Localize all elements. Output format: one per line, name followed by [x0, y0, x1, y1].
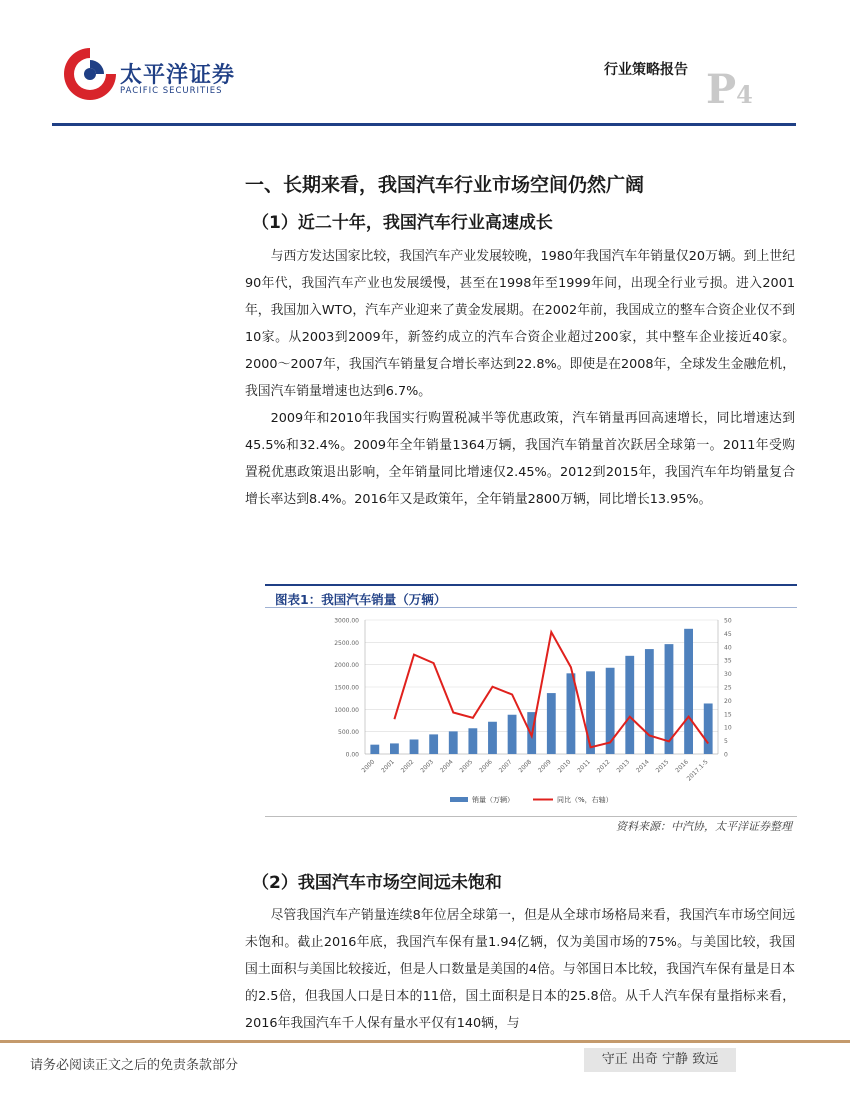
figure-bottom-rule: [265, 816, 797, 817]
right-axis-tick-label: 40: [724, 644, 732, 652]
x-axis-tick-label: 2015: [654, 758, 671, 775]
x-axis-tick-label: 2016: [674, 758, 690, 775]
x-axis-tick-label: 2000: [360, 758, 377, 775]
x-axis-tick-label: 2006: [478, 758, 494, 775]
sales-bar: [488, 722, 497, 754]
legend-bar-label: 销量（万辆）: [472, 796, 514, 804]
left-axis-tick-label: 2000.00: [334, 662, 359, 670]
sales-bar: [449, 731, 458, 754]
page-number: [706, 66, 753, 113]
sales-bar: [429, 734, 438, 754]
sales-bar: [645, 649, 654, 754]
sales-bar: [586, 671, 595, 754]
page-letter: P: [706, 66, 737, 113]
sales-bar: [684, 629, 693, 754]
page-number-value: 4: [736, 80, 753, 109]
figure-top-rule: [265, 584, 797, 586]
footer-motto: 守正 出奇 宁静 致远: [584, 1048, 736, 1072]
sales-bar: [567, 673, 576, 754]
sales-bar: [390, 743, 399, 754]
left-axis-tick-label: 2500.00: [334, 639, 359, 647]
left-axis-tick-label: 1500.00: [334, 684, 359, 692]
logo-english-name: PACIFIC SECURITIES: [120, 86, 223, 96]
right-axis-tick-label: 0: [724, 751, 728, 759]
pacific-securities-logo-icon: [60, 44, 120, 104]
right-axis-tick-label: 15: [724, 711, 732, 719]
paragraph: 与西方发达国家比较，我国汽车产业发展较晚，1980年我国汽车年销量仅20万辆。到上世纪90年代，我国汽车产业也发展缓慢，甚至在1998年至1999年间，出现全行业亏损。进入2001年，我国加入WTO，汽车产业迎来了黄金发展期。在2002年前，我国成立的整车合资企业仅不到10家。从2003到2009年，新签约成立的汽车合资企业超过200家，其中整车企业接近40家。2000～2007年，我国汽车销量复合增长率达到22.8%。即使是在2008年，全球发生金融危机，我国汽车销量增速也达到6.7%。: [245, 249, 795, 399]
sales-bar: [370, 745, 379, 754]
x-axis-tick-label: 2002: [399, 758, 416, 775]
legend-line-label: 同比（%，右轴）: [557, 796, 613, 804]
left-axis-tick-label: 500.00: [338, 729, 359, 737]
sales-bar: [704, 703, 713, 754]
x-axis-tick-label: 2011: [576, 758, 592, 775]
x-axis-tick-label: 2001: [380, 758, 396, 775]
x-axis-tick-label: 2010: [556, 758, 573, 775]
subsection-title-1: （1）近二十年，我国汽车行业高速成长: [252, 213, 553, 233]
figure-title: 图表1：我国汽车销量（万辆）: [275, 592, 447, 607]
right-axis-tick-label: 25: [724, 684, 732, 692]
left-axis-tick-label: 0.00: [345, 751, 359, 759]
subsection-1-body: [245, 243, 795, 513]
subsection-2-body: [245, 902, 795, 1037]
x-axis-tick-label: 2008: [517, 758, 534, 775]
x-axis-tick-label: 2004: [438, 758, 455, 775]
x-axis-tick-label: 2003: [419, 758, 436, 775]
subsection-title-2: （2）我国汽车市场空间远未饱和: [252, 873, 502, 893]
figure-source: 资料来源：中汽协，太平洋证券整理: [616, 820, 792, 833]
left-axis-tick-label: 1000.00: [334, 706, 359, 714]
x-axis-tick-label: 2005: [458, 758, 475, 775]
x-axis-tick-label: 2013: [615, 758, 632, 775]
right-axis-tick-label: 5: [724, 738, 728, 746]
paragraph: 尽管我国汽车产销量连续8年位居全球第一，但是从全球市场格局来看，我国汽车市场空间远未饱和。截止2016年底，我国汽车保有量1.94亿辆，仅为美国市场的75%。与美国比较，我国国土面积与美国比较接近，但是人口数量是美国的4倍。与邻国日本比较，我国汽车保有量是日本的2.5倍，但我国人口是日本的11倍，国土面积是日本的25.8倍。从千人汽车保有量指标来看，2016年我国汽车千人保有量水平仅有140辆，与: [245, 908, 795, 1031]
left-axis-tick-label: 3000.00: [334, 617, 359, 625]
paragraph: 2009年和2010年我国实行购置税减半等优惠政策，汽车销量再回高速增长，同比增速达到45.5%和32.4%。2009年全年销量1364万辆，我国汽车销量首次跃居全球第一。2011年受购置税优惠政策退出影响，全年销量同比增速仅2.45%。2012到2015年，我国汽车年均销量复合增长率达到8.4%。2016年又是政策年，全年销量2800万辆，同比增长13.95%。: [245, 411, 795, 507]
x-axis-tick-label: 2007: [497, 758, 514, 775]
sales-bar: [547, 693, 556, 754]
auto-sales-chart: [265, 608, 797, 816]
sales-bar: [410, 739, 419, 754]
right-axis-tick-label: 10: [724, 724, 732, 732]
report-type-label: 行业策略报告: [604, 62, 688, 78]
footer-divider: [0, 1040, 850, 1043]
legend-bar-swatch: [450, 797, 468, 802]
right-axis-tick-label: 45: [724, 630, 732, 638]
header-divider: [52, 123, 796, 126]
right-axis-tick-label: 20: [724, 697, 732, 705]
sales-bar: [625, 656, 634, 754]
right-axis-tick-label: 35: [724, 657, 732, 665]
sales-bar: [508, 715, 517, 754]
x-axis-tick-label: 2009: [536, 758, 553, 775]
sales-bar: [468, 728, 477, 754]
right-axis-tick-label: 30: [724, 671, 732, 679]
x-axis-tick-label: 2014: [635, 758, 651, 775]
company-logo: [60, 44, 240, 110]
logo-chinese-name: 太平洋证券: [120, 63, 236, 88]
x-axis-tick-label: 2017.1-5: [685, 758, 710, 783]
x-axis-tick-label: 2012: [595, 758, 612, 775]
footer-disclaimer: 请务必阅读正文之后的免责条款部分: [30, 1058, 239, 1073]
section-title: 一、长期来看，我国汽车行业市场空间仍然广阔: [245, 174, 645, 196]
right-axis-tick-label: 50: [724, 617, 732, 625]
